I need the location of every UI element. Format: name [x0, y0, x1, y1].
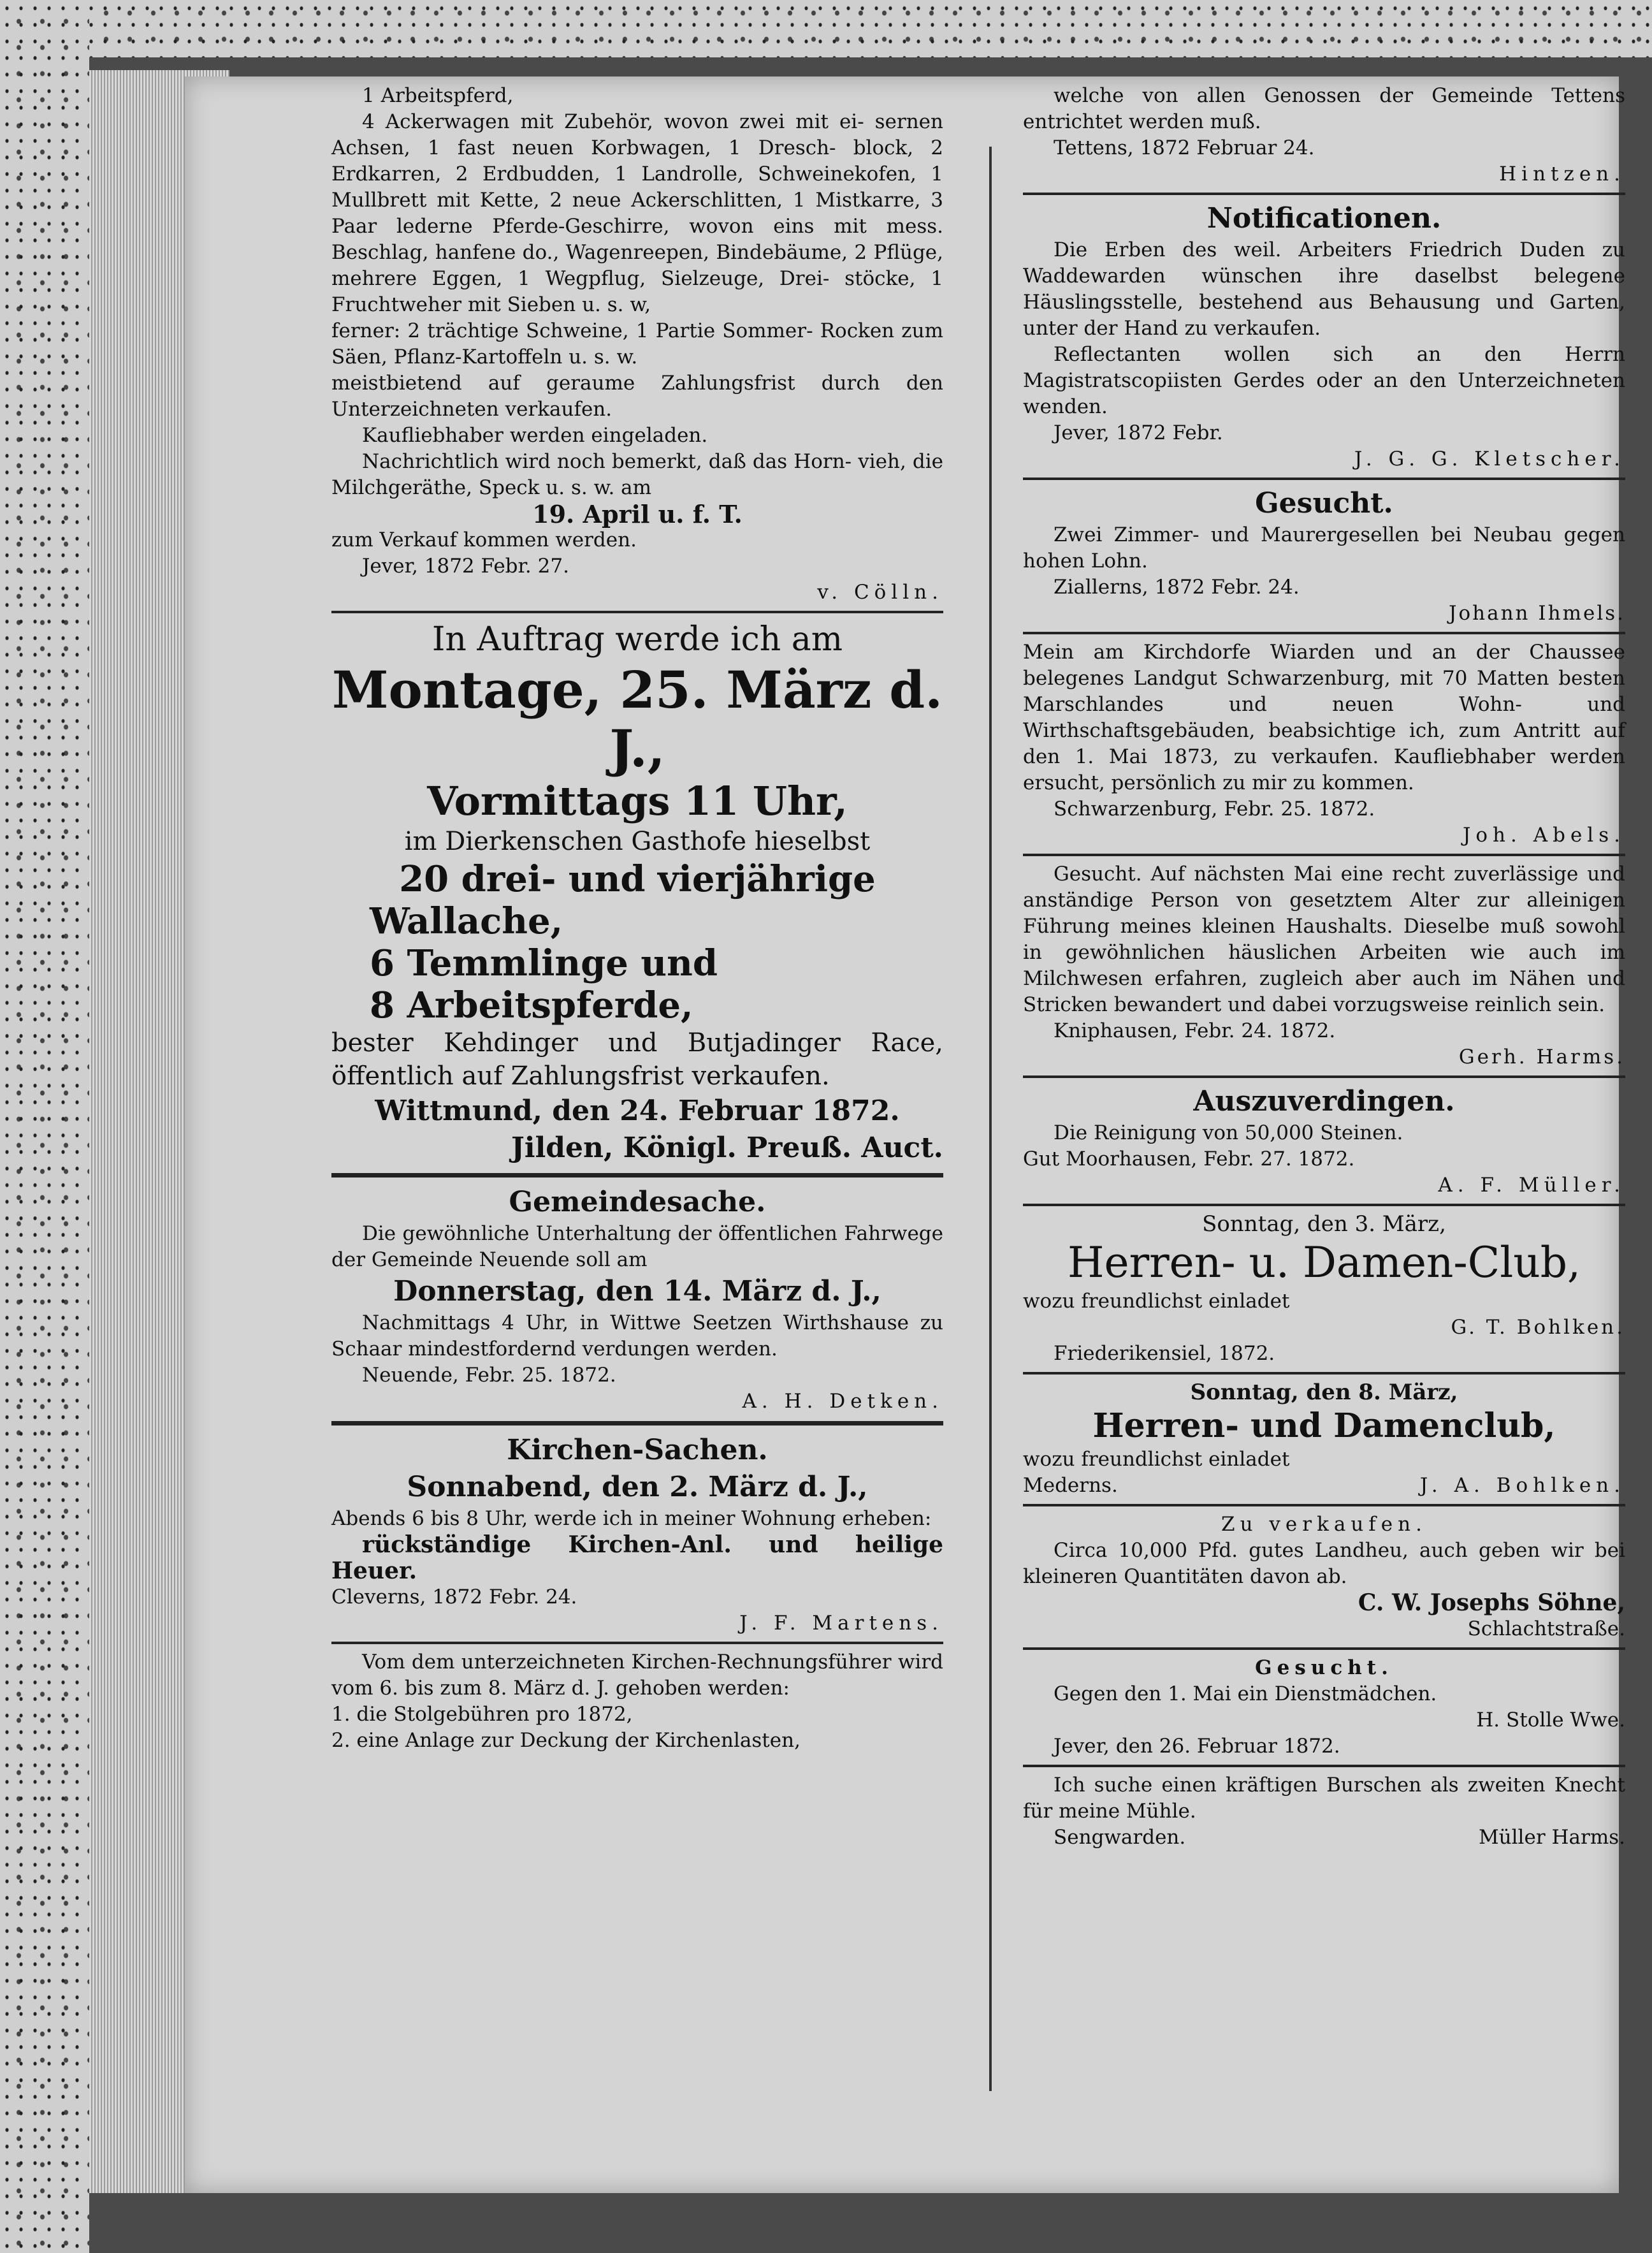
ad-gesucht-haushalt	[1023, 861, 1625, 1070]
ad-landgut	[1023, 639, 1625, 849]
ad-date: Sonntag, den 8. März,	[1190, 1380, 1458, 1405]
ad-text: Kaufliebhaber werden eingeladen.	[362, 424, 708, 447]
ad-text: Ich suche einen kräftigen Burschen als zweiten Knecht für meine Mühle.	[1023, 1774, 1625, 1823]
ad-text: welche von allen Genossen der Gemeinde Tettens entrichtet werden muß.	[1023, 84, 1625, 133]
ad-signature: J. G. G. Kletscher.	[1354, 448, 1625, 470]
ad-horse-auction	[331, 618, 943, 1167]
ad-kirchen-sachen	[331, 1432, 943, 1637]
right-column	[1023, 83, 1625, 1851]
ad-tettens	[1023, 83, 1625, 187]
ad-text: zum Verkauf kommen werden.	[331, 529, 637, 551]
ad-place: Jever, 1872 Febr. 27.	[362, 555, 569, 578]
ad-signature: v. Cölln.	[817, 581, 943, 604]
ad-signature: Hintzen.	[1499, 163, 1625, 186]
ad-place: Friederikensiel, 1872.	[1054, 1342, 1275, 1365]
section-title: Kirchen-Sachen.	[507, 1434, 768, 1466]
knecht-footer	[1023, 1825, 1625, 1851]
left-column	[331, 83, 943, 1754]
auction-lot: 20 drei- und vierjährige	[399, 858, 876, 900]
ad-place: Tettens, 1872 Februar 24.	[1054, 136, 1315, 159]
ad-text: Gegen den 1. Mai ein Dienstmädchen.	[1054, 1682, 1437, 1705]
ad-signature: A. F. Müller.	[1438, 1174, 1625, 1197]
section-title: Gemeindesache.	[509, 1186, 766, 1218]
ad-signature: C. W. Josephs Söhne,	[1358, 1589, 1625, 1616]
rule	[1023, 632, 1625, 634]
ad-signature: Joh. Abels.	[1462, 824, 1625, 847]
ad-line: 1 Arbeitspferd,	[362, 84, 514, 107]
club-title: Herren- u. Damen-Club,	[1067, 1238, 1581, 1287]
rule	[1023, 1647, 1625, 1650]
ad-date: Sonntag, den 3. März,	[1202, 1211, 1446, 1237]
ad-signature: G. T. Bohlken.	[1451, 1316, 1625, 1339]
ad-text: Nachmittags 4 Uhr, in Wittwe Seetzen Wirthshause zu Schaar mindestfordernd verdungen werden.	[331, 1311, 943, 1360]
ad-place: Ziallerns, 1872 Febr. 24.	[1054, 576, 1300, 599]
ad-knecht	[1023, 1772, 1625, 1851]
ad-kirchen-rechnung	[331, 1649, 943, 1754]
section-title: Notificationen.	[1206, 202, 1442, 235]
rule	[1023, 1765, 1625, 1767]
ad-text: Die Erben des weil. Arbeiters Friedrich Duden zu Waddewarden wünschen ihre daselbst belegene Häuslingsstelle, bestehend aus Behausung und Garten, unter der Hand zu verkaufen.	[1023, 238, 1625, 340]
ad-list-item: 1. die Stolgebühren pro 1872,	[331, 1703, 633, 1726]
ad-gesucht-gesellen	[1023, 485, 1625, 627]
ad-list-item: 2. eine Anlage zur Deckung der Kirchenlasten,	[331, 1729, 801, 1752]
ad-text: Reflectanten wollen sich an den Herrn Magistratscopiisten Gerdes oder an den Unterzeichneten wenden.	[1023, 343, 1625, 418]
ad-text: Vom dem unterzeichneten Kirchen-Rechnungsführer wird vom 6. bis zum 8. März d. J. gehoben werden:	[331, 1651, 943, 1700]
ad-place: Gut Moorhausen, Febr. 27. 1872.	[1023, 1148, 1355, 1170]
ad-text: Zwei Zimmer- und Maurergesellen bei Neubau gegen hohen Lohn.	[1023, 523, 1625, 572]
ad-text: ferner: 2 trächtige Schweine, 1 Partie Sommer- Rocken zum Säen, Pflanz-Kartoffeln u. s. w.	[331, 319, 943, 368]
ad-notificationen	[1023, 200, 1625, 472]
rule	[331, 611, 943, 613]
auction-lot: 6 Temmlinge und	[370, 942, 718, 984]
ad-auszuverdingen	[1023, 1083, 1625, 1199]
ad-date: Donnerstag, den 14. März d. J.,	[393, 1275, 881, 1308]
ad-text: Circa 10,000 Pfd. gutes Landheu, auch geben wir bei kleineren Quantitäten davon ab.	[1023, 1539, 1625, 1588]
auction-lot: 8 Arbeitspferde,	[370, 984, 693, 1026]
auction-venue: im Dierkenschen Gasthofe hieselbst	[404, 827, 871, 856]
ad-text: Die Reinigung von 50,000 Steinen.	[1054, 1121, 1403, 1144]
section-title: Auszuverdingen.	[1193, 1085, 1455, 1118]
rule	[1023, 1372, 1625, 1374]
ad-date: 19. April u. f. T.	[532, 500, 743, 529]
rule	[1023, 1204, 1625, 1206]
ad-gemeindesache	[331, 1184, 943, 1415]
ad-text: Die gewöhnliche Unterhaltung der öffentlichen Fahrwege der Gemeinde Neuende soll am	[331, 1222, 943, 1271]
section-title: Gesucht.	[1255, 487, 1393, 520]
auction-signature: Jilden, Königl. Preuß. Auct.	[511, 1132, 943, 1164]
ad-farm-inventory	[331, 83, 943, 606]
ad-date: Sonnabend, den 2. März d. J.,	[407, 1471, 868, 1503]
rule	[1023, 1504, 1625, 1506]
speckled-edge-top	[0, 0, 1652, 57]
rule	[1023, 193, 1625, 195]
section-title: Zu verkaufen.	[1221, 1513, 1427, 1536]
ad-text: Nachrichtlich wird noch bemerkt, daß das Horn- vieh, die Milchgeräthe, Speck u. s. w. am	[331, 450, 943, 499]
ad-place: Cleverns, 1872 Febr. 24.	[331, 1586, 577, 1608]
auction-time: Vormittags 11 Uhr,	[427, 778, 848, 824]
ad-club-friederikensiel	[1023, 1211, 1625, 1367]
ad-place: Jever, 1872 Febr.	[1054, 421, 1223, 444]
ad-place: Jever, den 26. Februar 1872.	[1054, 1735, 1340, 1758]
ad-text: meistbietend auf geraume Zahlungsfrist durch den Unterzeichneten verkaufen.	[331, 372, 943, 421]
rule	[1023, 854, 1625, 856]
rule	[331, 1421, 943, 1425]
ad-text: wozu freundlichst einladet	[1023, 1290, 1290, 1313]
rule	[1023, 478, 1625, 480]
auction-place: Wittmund, den 24. Februar 1872.	[375, 1095, 900, 1127]
auction-text: bester Kehdinger und Butjadinger Race, öffentlich auf Zahlungsfrist verkaufen.	[331, 1028, 943, 1091]
ad-text: rückständige Kirchen-Anl. und heilige Heuer.	[331, 1531, 943, 1584]
ad-text: 4 Ackerwagen mit Zubehör, wovon zwei mit ei- sernen Achsen, 1 fast neuen Korbwagen, 1 Dresch- block, 2 Erdkarren, 2 Erdbudden, 1 Landrolle, Schweinekofen, 1 Mullbrett mit Kette, 2 neue Ackerschlitten, 1 Mistkarre, 3 Paar lederne Pferde-Geschirre, wovon eins mit mess. Beschlag, hanfene do., Wagenreepen, Bindebäume, 2 Pflüge, mehrere Eggen, 1 Wegpflug, Sielzeuge, Drei- stöcke, 1 Fruchtweher mit Sieben u. s. w,	[331, 110, 943, 316]
auction-lot: Wallache,	[370, 900, 563, 942]
rule	[1023, 1075, 1625, 1078]
rule	[331, 1173, 943, 1178]
ad-signature: Johann Ihmels.	[1449, 602, 1625, 625]
ad-signature: H. Stolle Wwe.	[1476, 1709, 1625, 1732]
ad-place: Mederns.	[1023, 1474, 1118, 1497]
ad-text: Gesucht. Auf nächsten Mai eine recht zuverlässige und anständige Person von gesetztem Alter zur alleinigen Führung meines kleinen Haushalts. Dieselbe muß sowohl in gewöhnlichen häuslichen Arbeiten wie auch im Milchwesen erfahren, zugleich aber auch im Nähen und Stricken bewandert und dabei vorzugsweise reinlich sein.	[1023, 863, 1625, 1016]
club-title: Herren- und Damenclub,	[1092, 1406, 1556, 1445]
ad-gesucht-dienstmaedchen	[1023, 1655, 1625, 1760]
rule	[331, 1642, 943, 1644]
ad-zu-verkaufen	[1023, 1512, 1625, 1642]
ad-text: Abends 6 bis 8 Uhr, werde ich in meiner Wohnung erheben:	[331, 1507, 932, 1530]
ad-place: Kniphausen, Febr. 24. 1872.	[1054, 1019, 1336, 1042]
ad-signature: A. H. Detken.	[742, 1390, 943, 1413]
ad-text: wozu freundlichst einladet	[1023, 1448, 1290, 1471]
ad-signature: J. F. Martens.	[739, 1612, 943, 1635]
ad-signature: J. A. Bohlken.	[1419, 1474, 1625, 1497]
ad-place: Schwarzenburg, Febr. 25. 1872.	[1054, 798, 1375, 820]
ad-place: Neuende, Febr. 25. 1872.	[362, 1364, 616, 1387]
ad-signature: Gerh. Harms.	[1458, 1046, 1625, 1068]
ad-club-mederns	[1023, 1380, 1625, 1499]
ad-signature: Müller Harms.	[1478, 1826, 1625, 1849]
section-title: Gesucht.	[1255, 1656, 1393, 1679]
speckled-edge-left	[0, 0, 89, 2253]
column-divider	[989, 147, 992, 2091]
ad-address: Schlachtstraße.	[1467, 1617, 1625, 1640]
ad-place: Sengwarden.	[1054, 1826, 1186, 1849]
club-footer	[1023, 1473, 1625, 1499]
auction-intro: In Auftrag werde ich am	[431, 620, 843, 659]
auction-date: Montage, 25. März d. J.,	[331, 660, 943, 778]
ad-text: Mein am Kirchdorfe Wiarden und an der Chaussee belegenes Landgut Schwarzenburg, mit 70 Matten besten Marschlandes und neuen Wohn- und Wirthschaftsgebäuden, beabsichtige ich, zum Antritt auf den 1. Mai 1873, zu verkaufen. Kaufliebhaber werden ersucht, persönlich zu mir zu kommen.	[1023, 641, 1625, 794]
